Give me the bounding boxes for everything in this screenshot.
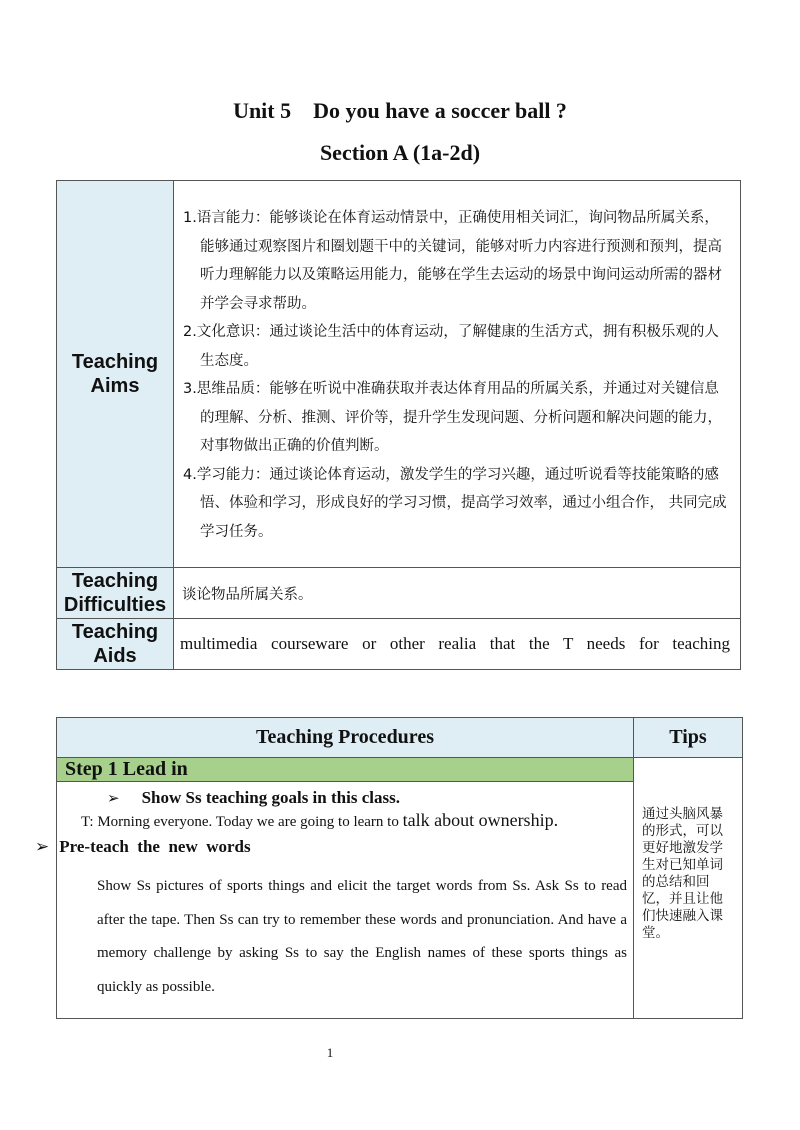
aims-label: Teaching Aims <box>71 351 159 397</box>
page-number: 1 <box>326 1045 334 1060</box>
teacher-line-start: T: Morning everyone. Today we are going to learn to <box>81 814 403 830</box>
aids-label-cell <box>57 619 174 670</box>
preteach-heading <box>35 837 251 857</box>
goal-text: Show Ss teaching goals in this class. <box>141 788 400 807</box>
difficulties-text: 谈论物品所属关系。 <box>174 568 741 619</box>
teacher-line-end: talk about ownership. <box>402 810 559 830</box>
aims-item: 1.语言能力：能够谈论在体育运动情景中，正确使用相关词汇，询问物品所属关系，能够通过观察图片和圈划题干中的关键词，能够对听力内容进行预测和预判，提高听力理解能力以及策略运用能力，能够在学生去运动的场景中询问运动所需的器材并学会寻求帮助。 <box>183 210 722 312</box>
aids-label: Teaching Aids <box>71 621 159 667</box>
procedures-header: Teaching Procedures <box>57 718 634 758</box>
unit-title: Unit 5 Do you have a soccer ball ? <box>233 98 567 123</box>
aims-content-cell <box>174 181 741 568</box>
aims-list <box>175 182 739 566</box>
difficulties-label: Teaching Difficulties <box>63 570 167 616</box>
aims-item: 3.思维品质：能够在听说中准确获取并表达体育用品的所属关系，并通过对关键信息的理解、分析、推测、评价等，提升学生发现问题、分析问题和解决问题的能力，对事物做出正确的价值判断。 <box>183 381 722 454</box>
tips-header: Tips <box>634 718 743 758</box>
goal-line <box>107 788 400 808</box>
section-subtitle: Section A (1a-2d) <box>319 140 481 165</box>
teacher-line <box>81 810 558 831</box>
preteach-label: Pre-teach the new words <box>59 837 251 856</box>
tips-cell: 通过头脑风暴的形式，可以更好地激发学生对已知单词的总结和回忆，并且让他们快速融入课堂。 <box>634 758 743 1019</box>
step-1-body <box>35 782 634 1019</box>
arrow-bullet-icon: ➢ <box>35 837 50 857</box>
difficulties-label-cell <box>57 568 174 619</box>
teaching-info-table <box>56 180 741 670</box>
arrow-bullet-icon: ➢ <box>107 789 120 807</box>
aids-text: multimedia courseware or other realia that the T needs for teaching <box>174 619 741 670</box>
procedures-table <box>35 717 743 1019</box>
aims-item: 2.文化意识：通过谈论生活中的体育运动，了解健康的生活方式，拥有积极乐观的人生态度。 <box>183 324 719 369</box>
step-1-label: Step 1 Lead in <box>57 758 634 782</box>
preteach-paragraph: Show Ss pictures of sports things and elicit the target words from Ss. Ask Ss to read after the tape. Then Ss can try to remember these words and pronunciation. And have a memory challenge by asking Ss to say the English names of these sports things as quickly as possible. <box>97 878 627 995</box>
aims-item: 4.学习能力：通过谈论体育运动，激发学生的学习兴趣，通过听说看等技能策略的感悟、体验和学习，形成良好的学习习惯，提高学习效率，通过小组合作， 共同完成学习任务。 <box>183 466 727 540</box>
aims-label-cell <box>57 181 174 568</box>
